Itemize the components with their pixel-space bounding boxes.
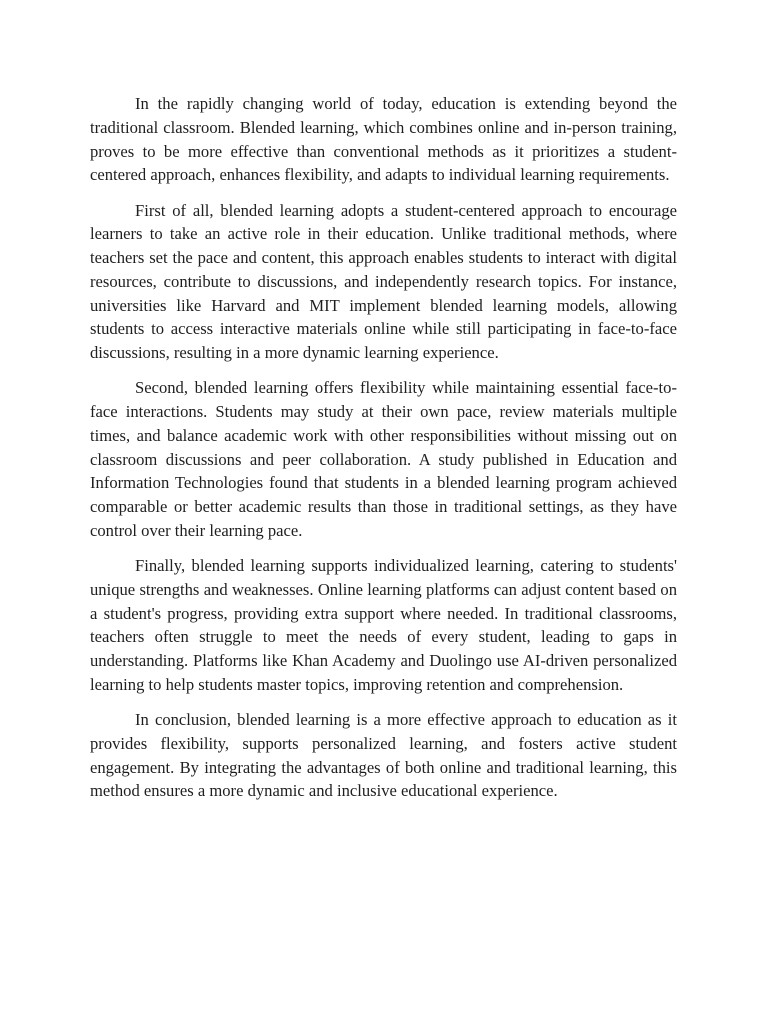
paragraph-flexibility: Second, blended learning offers flexibility while maintaining essential face-to-face interactions. Students may study at their own pace, review materials multiple times, and balance academic work with other responsibilities without missing out on classroom discussions and peer collaboration. A study published in Education and Information Technologies found that students in a blended learning program achieved comparable or better academic results than those in traditional settings, as they have control over their learning pace.: [90, 378, 677, 540]
document-page: [90, 92, 677, 815]
paragraph-introduction: In the rapidly changing world of today, education is extending beyond the traditional classroom. Blended learning, which combines online and in-person training, proves to be more effective than conventional methods as it prioritizes a student-centered approach, enhances flexibility, and adapts to individual learning requirements.: [90, 94, 677, 185]
paragraph-student-centered: First of all, blended learning adopts a student-centered approach to encourage learners to take an active role in their education. Unlike traditional methods, where teachers set the pace and content, this approach enables students to interact with digital resources, contribute to discussions, and independently research topics. For instance, universities like Harvard and MIT implement blended learning models, allowing students to access interactive materials online while still participating in face-to-face discussions, resulting in a more dynamic learning experience.: [90, 200, 677, 362]
paragraph-conclusion: In conclusion, blended learning is a more effective approach to education as it provides flexibility, supports personalized learning, and fosters active student engagement. By integrating the advantages of both online and traditional learning, this method ensures a more dynamic and inclusive educational experience.: [90, 710, 677, 801]
paragraph-individualized: Finally, blended learning supports individualized learning, catering to students' unique strengths and weaknesses. Online learning platforms can adjust content based on a student's progress, providing extra support where needed. In traditional classrooms, teachers often struggle to meet the needs of every student, leading to gaps in understanding. Platforms like Khan Academy and Duolingo use AI-driven personalized learning to help students master topics, improving retention and comprehension.: [90, 556, 677, 694]
